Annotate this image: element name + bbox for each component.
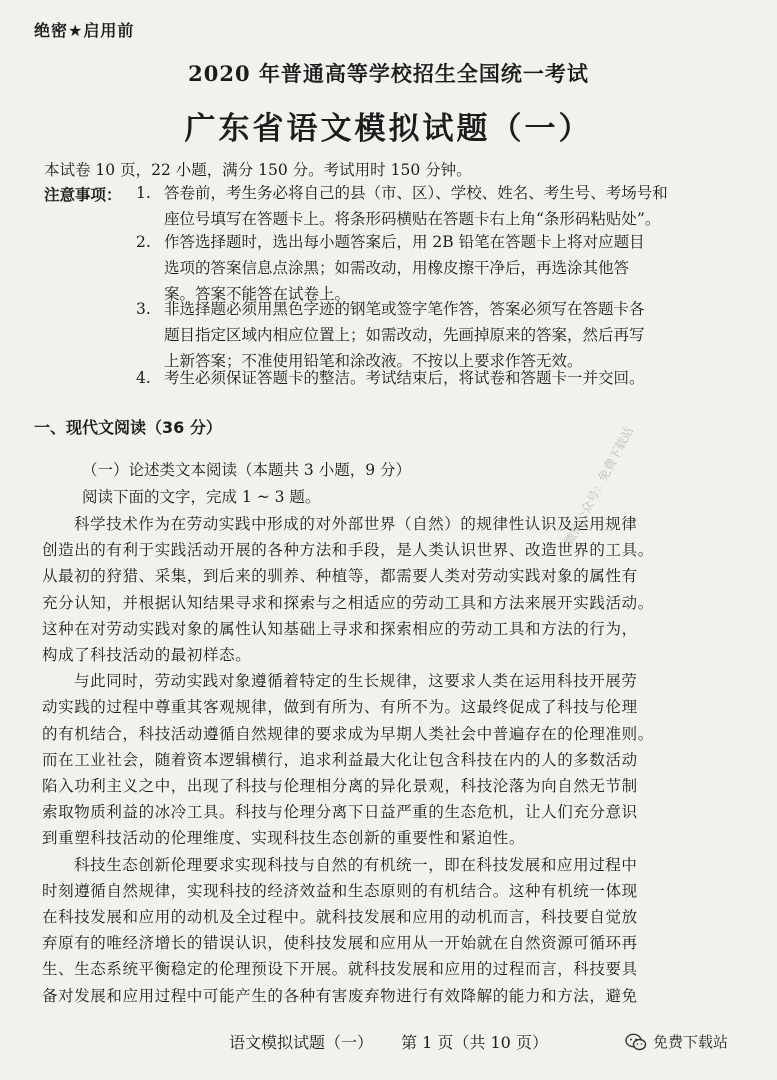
notice-item-line: 考生必须保证答题卡的整洁。考试结束后，将试卷和答题卡一并交回。 bbox=[164, 369, 645, 387]
passage-line: 弃原有的唯经济增长的错误认识，使科技发展和应用从一开始就在自然资源可循环再 bbox=[42, 934, 638, 953]
passage-line: 备对发展和应用过程中可能产生的各种有害废弃物进行有效降解的能力和方法，避免 bbox=[42, 986, 638, 1005]
notice-label: 注意事项： bbox=[44, 186, 122, 204]
page-title: 广东省语文模拟试题（一） bbox=[184, 111, 593, 147]
passage-line: 科学技术作为在劳动实践中形成的对外部世界（自然）的规律性认识及运用规律 bbox=[74, 515, 638, 533]
passage-line: 而在工业社会，随着资本逻辑横行，追求利益最大化让包含科技在内的人的多数活动 bbox=[42, 750, 638, 769]
passage-line: 陷入功利主义之中，出现了科技与伦理相分离的异化景观，科技沦落为向自然无节制 bbox=[42, 777, 638, 795]
brand-badge bbox=[625, 1031, 728, 1052]
notice-item bbox=[136, 180, 762, 232]
notice-item-line: 座位号填写在答题卡上。将条形码横贴在答题卡右上角“条形码粘贴处”。 bbox=[164, 210, 661, 228]
passage-line: 创造出的有利于实践活动开展的各种方法和手段，是人类认识世界、改造世界的工具。 bbox=[42, 541, 654, 560]
passage-line: 充分认知，并根据认知结果寻求和探索与之相适应的劳动工具和方法来展开实践活动。 bbox=[42, 593, 654, 612]
sub-heading: （一）论述类文本阅读（本题共 3 小题，9 分） bbox=[82, 461, 412, 479]
passage-line: 从最初的狩猎、采集，到后来的驯养、种植等，都需要人类对劳动实践对象的属性有 bbox=[42, 567, 638, 586]
notice-item-line: 答卷前，考生务必将自己的县（市、区）、学校、姓名、考生号、考场号和 bbox=[164, 184, 668, 202]
passage-line: 生、生态系统平衡稳定的伦理预设下开展。就科技发展和应用的过程而言，科技要具 bbox=[42, 960, 638, 979]
notice-item-line: 非选择题必须用黑色字迹的钢笔或签字笔作答，答案必须写在答题卡各 bbox=[164, 300, 645, 318]
notice-item bbox=[136, 365, 762, 391]
notice-item-number: 2. bbox=[136, 233, 151, 251]
notice-item-line: 题目指定区域内相应位置上；如需改动，先画掉原来的答案，然后再写 bbox=[164, 326, 645, 344]
notice-item-number: 4. bbox=[136, 369, 151, 387]
wechat-icon bbox=[625, 1033, 647, 1051]
passage-line: 动实践的过程中尊重其客观规律，做到有所为、有所不为。这最终促成了科技与伦理 bbox=[42, 698, 638, 717]
passage-line: 构成了科技活动的最初样态。 bbox=[42, 646, 252, 664]
passage-line: 在科技发展和应用的动机及全过程中。就科技发展和应用的动机而言，科技要自觉放 bbox=[42, 908, 638, 926]
secret-label: 绝密★启用前 bbox=[34, 21, 135, 40]
passage-line: 的有机结合，科技活动遵循自然规律的要求成为早期人类社会中普遍存在的伦理准则。 bbox=[42, 724, 654, 743]
notice-item-line: 作答选择题时，选出每小题答案后，用 2B 铅笔在答题卡上将对应题目 bbox=[164, 233, 645, 251]
notice-item-number: 1. bbox=[136, 184, 151, 202]
brand-label: 免费下载站 bbox=[653, 1033, 729, 1051]
section-heading: 一、现代文阅读（36 分） bbox=[34, 418, 222, 437]
notice-item-line: 案。答案不能答在试卷上。 bbox=[164, 285, 351, 303]
passage-line: 与此同时，劳动实践对象遵循着特定的生长规律，这要求人类在运用科技开展劳 bbox=[74, 672, 638, 691]
notice-item-number: 3. bbox=[136, 300, 151, 318]
reading-instruction: 阅读下面的文字，完成 1 ~ 3 题。 bbox=[82, 488, 321, 506]
notice-item bbox=[136, 296, 762, 374]
page-number: 第 1 页（共 10 页） bbox=[401, 1033, 548, 1052]
passage-line: 科技生态创新伦理要求实现科技与自然的有机统一，即在科技发展和应用过程中 bbox=[74, 855, 638, 874]
watermark: 微信公众号：免费下载站 bbox=[561, 424, 637, 548]
passage-line: 到重塑科技活动的伦理维度、实现科技生态创新的重要性和紧迫性。 bbox=[42, 829, 526, 848]
passage-line: 时刻遵循自然规律，实现科技的经济效益和生态原则的有机结合。这种有机统一体现 bbox=[42, 881, 638, 900]
exam-intro: 本试卷 10 页，22 小题，满分 150 分。考试用时 150 分钟。 bbox=[44, 161, 472, 179]
notice-item-line: 上新答案；不准使用铅笔和涂改液。不按以上要求作答无效。 bbox=[164, 352, 583, 370]
passage-line: 这种在对劳动实践对象的属性认知基础上寻求和探索相应的劳动工具和方法的行为， bbox=[42, 619, 638, 638]
notice-item-line: 选项的答案信息点涂黑；如需改动，用橡皮擦干净后，再选涂其他答 bbox=[164, 259, 630, 277]
passage-line: 索取物质利益的冰冷工具。科技与伦理分离下日益严重的生态危机，让人们充分意识 bbox=[42, 803, 638, 822]
footer-title: 语文模拟试题（一） bbox=[229, 1033, 374, 1052]
exam-title: 2020 年普通高等学校招生全国统一考试 bbox=[188, 61, 589, 86]
